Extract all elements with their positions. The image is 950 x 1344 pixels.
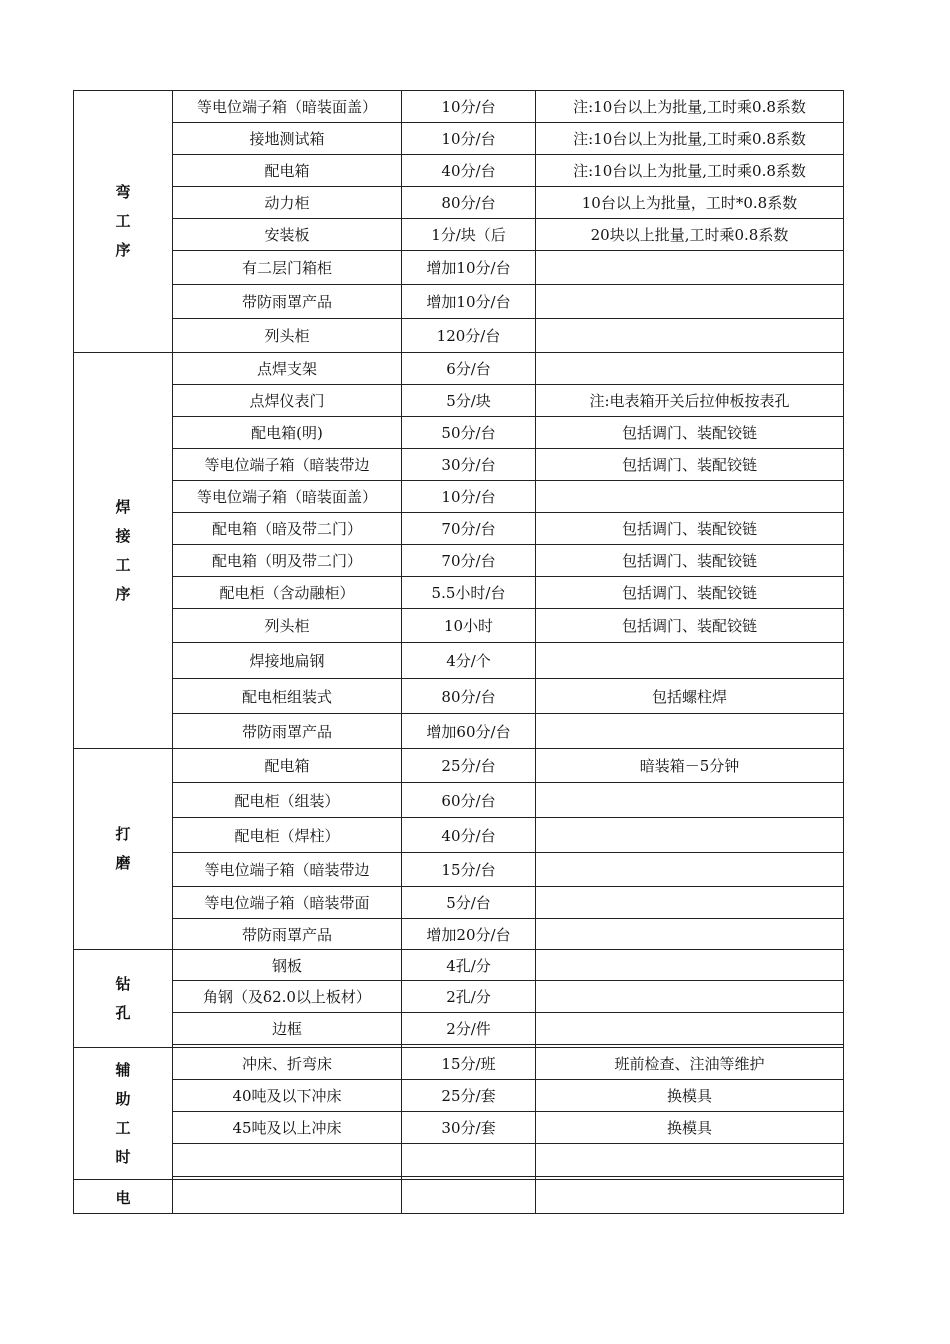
table-row <box>74 449 844 481</box>
note-cell: 10台以上为批量，工时*0.8系数 <box>536 187 844 219</box>
item-cell: 配电箱 <box>173 749 402 783</box>
time-cell: 120分/台 <box>402 319 536 353</box>
note-cell <box>536 251 844 285</box>
item-cell: 动力柜 <box>173 187 402 219</box>
section-label <box>74 950 173 1048</box>
note-cell <box>536 818 844 853</box>
section-label-char: 焊 <box>115 497 131 516</box>
table-row <box>74 319 844 353</box>
note-cell <box>536 1180 844 1214</box>
table-row <box>74 577 844 609</box>
section-label-char: 弯 <box>115 183 131 201</box>
note-cell: 注:10台以上为批量,工时乘0.8系数 <box>536 155 844 187</box>
time-cell: 10分/台 <box>402 123 536 155</box>
table-row <box>74 353 844 385</box>
time-cell: 30分/台 <box>402 449 536 481</box>
time-cell: 70分/台 <box>402 513 536 545</box>
item-cell <box>173 1180 402 1214</box>
time-cell: 80分/台 <box>402 679 536 714</box>
table-row <box>74 853 844 887</box>
item-cell: 配电柜（组装） <box>173 783 402 818</box>
item-cell: 等电位端子箱（暗装带边 <box>173 449 402 481</box>
table-row <box>74 187 844 219</box>
table-row <box>74 219 844 251</box>
table-row <box>74 417 844 449</box>
item-cell: 接地测试箱 <box>173 123 402 155</box>
item-cell: 冲床、折弯床 <box>173 1048 402 1080</box>
time-cell: 增加60分/台 <box>402 714 536 749</box>
time-cell: 15分/台 <box>402 853 536 887</box>
time-cell: 5.5小时/台 <box>402 577 536 609</box>
work-hours-table <box>73 90 844 1214</box>
table-row <box>74 123 844 155</box>
section-label <box>74 91 173 353</box>
item-cell: 有二层门箱柜 <box>173 251 402 285</box>
time-cell: 2孔/分 <box>402 981 536 1013</box>
item-cell: 配电柜组装式 <box>173 679 402 714</box>
item-cell: 配电箱（暗及带二门） <box>173 513 402 545</box>
note-cell: 包括螺柱焊 <box>536 679 844 714</box>
time-cell: 25分/套 <box>402 1080 536 1112</box>
section-label-char: 电 <box>115 1189 131 1207</box>
item-cell: 配电柜（焊柱） <box>173 818 402 853</box>
table-row <box>74 783 844 818</box>
item-cell: 配电柜（含动融柜） <box>173 577 402 609</box>
note-cell: 20块以上批量,工时乘0.8系数 <box>536 219 844 251</box>
table-row <box>74 643 844 679</box>
table-row <box>74 1048 844 1080</box>
section-label-char: 工 <box>115 1118 131 1137</box>
note-cell <box>536 1144 844 1177</box>
item-cell: 40吨及以下冲床 <box>173 1080 402 1112</box>
item-cell: 带防雨罩产品 <box>173 285 402 319</box>
section-label <box>74 1180 173 1214</box>
note-cell: 注:电表箱开关后拉伸板按表孔 <box>536 385 844 417</box>
note-cell <box>536 919 844 950</box>
table-row <box>74 1180 844 1214</box>
time-cell: 10分/台 <box>402 91 536 123</box>
time-cell <box>402 1144 536 1177</box>
section-label-char: 工 <box>115 212 131 230</box>
section-label <box>74 1048 173 1180</box>
section-label-char: 磨 <box>115 854 131 872</box>
time-cell: 4分/个 <box>402 643 536 679</box>
note-cell: 包括调门、装配铰链 <box>536 417 844 449</box>
time-cell: 5分/台 <box>402 887 536 919</box>
time-cell: 80分/台 <box>402 187 536 219</box>
note-cell <box>536 887 844 919</box>
time-cell: 6分/台 <box>402 353 536 385</box>
section-label-char: 序 <box>115 241 131 259</box>
item-cell: 带防雨罩产品 <box>173 919 402 950</box>
table-row <box>74 1112 844 1144</box>
time-cell: 1分/块（后 <box>402 219 536 251</box>
note-cell: 换模具 <box>536 1080 844 1112</box>
item-cell: 边框 <box>173 1013 402 1045</box>
note-cell: 暗装箱－5分钟 <box>536 749 844 783</box>
item-cell: 点焊支架 <box>173 353 402 385</box>
time-cell: 增加10分/台 <box>402 285 536 319</box>
item-cell: 配电箱 <box>173 155 402 187</box>
time-cell: 4孔/分 <box>402 950 536 981</box>
section-label-char: 辅 <box>115 1060 131 1079</box>
item-cell: 等电位端子箱（暗装带面 <box>173 887 402 919</box>
time-cell: 10分/台 <box>402 481 536 513</box>
item-cell: 角钢（及δ2.0以上板材） <box>173 981 402 1013</box>
table-row <box>74 251 844 285</box>
table-row <box>74 91 844 123</box>
table-row <box>74 887 844 919</box>
table-row <box>74 1144 844 1177</box>
item-cell: 配电箱(明) <box>173 417 402 449</box>
note-cell <box>536 319 844 353</box>
table-row <box>74 609 844 643</box>
note-cell: 包括调门、装配铰链 <box>536 609 844 643</box>
section-label-char: 序 <box>115 584 131 603</box>
item-cell: 等电位端子箱（暗装带边 <box>173 853 402 887</box>
note-cell <box>536 853 844 887</box>
note-cell <box>536 643 844 679</box>
time-cell: 增加20分/台 <box>402 919 536 950</box>
note-cell <box>536 1013 844 1045</box>
note-cell: 包括调门、装配铰链 <box>536 577 844 609</box>
time-cell: 40分/台 <box>402 818 536 853</box>
time-cell: 25分/台 <box>402 749 536 783</box>
table-row <box>74 749 844 783</box>
note-cell: 包括调门、装配铰链 <box>536 449 844 481</box>
table-row <box>74 385 844 417</box>
time-cell: 50分/台 <box>402 417 536 449</box>
item-cell: 列头柜 <box>173 319 402 353</box>
table-row <box>74 981 844 1013</box>
table-row <box>74 545 844 577</box>
note-cell <box>536 481 844 513</box>
item-cell: 等电位端子箱（暗装面盖） <box>173 481 402 513</box>
table-row <box>74 919 844 950</box>
item-cell: 列头柜 <box>173 609 402 643</box>
item-cell: 安装板 <box>173 219 402 251</box>
item-cell <box>173 1144 402 1177</box>
note-cell: 换模具 <box>536 1112 844 1144</box>
table-row <box>74 481 844 513</box>
table-row <box>74 950 844 981</box>
item-cell: 配电箱（明及带二门） <box>173 545 402 577</box>
time-cell: 2分/件 <box>402 1013 536 1045</box>
time-cell: 40分/台 <box>402 155 536 187</box>
time-cell: 30分/套 <box>402 1112 536 1144</box>
section-label-char: 助 <box>115 1089 131 1108</box>
item-cell: 点焊仪表门 <box>173 385 402 417</box>
section-label <box>74 749 173 950</box>
section-label-char: 时 <box>115 1147 131 1166</box>
section-label-char: 接 <box>115 526 131 545</box>
note-cell: 注:10台以上为批量,工时乘0.8系数 <box>536 91 844 123</box>
table-row <box>74 155 844 187</box>
table-row <box>74 285 844 319</box>
table-row <box>74 1080 844 1112</box>
note-cell <box>536 981 844 1013</box>
time-cell: 10小时 <box>402 609 536 643</box>
item-cell: 45吨及以上冲床 <box>173 1112 402 1144</box>
section-label-char: 工 <box>115 555 131 574</box>
table-row <box>74 714 844 749</box>
table-row <box>74 679 844 714</box>
item-cell: 钢板 <box>173 950 402 981</box>
table-row <box>74 1013 844 1045</box>
item-cell: 等电位端子箱（暗装面盖） <box>173 91 402 123</box>
note-cell <box>536 353 844 385</box>
time-cell: 70分/台 <box>402 545 536 577</box>
note-cell: 包括调门、装配铰链 <box>536 513 844 545</box>
note-cell: 班前检查、注油等维护 <box>536 1048 844 1080</box>
section-label <box>74 353 173 749</box>
table-row <box>74 818 844 853</box>
item-cell: 带防雨罩产品 <box>173 714 402 749</box>
section-label-char: 钻 <box>115 974 131 993</box>
table-row <box>74 513 844 545</box>
note-cell <box>536 285 844 319</box>
time-cell <box>402 1180 536 1214</box>
section-label-char: 孔 <box>115 1003 131 1022</box>
item-cell: 焊接地扁钢 <box>173 643 402 679</box>
time-cell: 60分/台 <box>402 783 536 818</box>
note-cell <box>536 783 844 818</box>
time-cell: 增加10分/台 <box>402 251 536 285</box>
section-label-char: 打 <box>115 825 131 843</box>
time-cell: 5分/块 <box>402 385 536 417</box>
note-cell: 包括调门、装配铰链 <box>536 545 844 577</box>
note-cell: 注:10台以上为批量,工时乘0.8系数 <box>536 123 844 155</box>
note-cell <box>536 714 844 749</box>
note-cell <box>536 950 844 981</box>
time-cell: 15分/班 <box>402 1048 536 1080</box>
